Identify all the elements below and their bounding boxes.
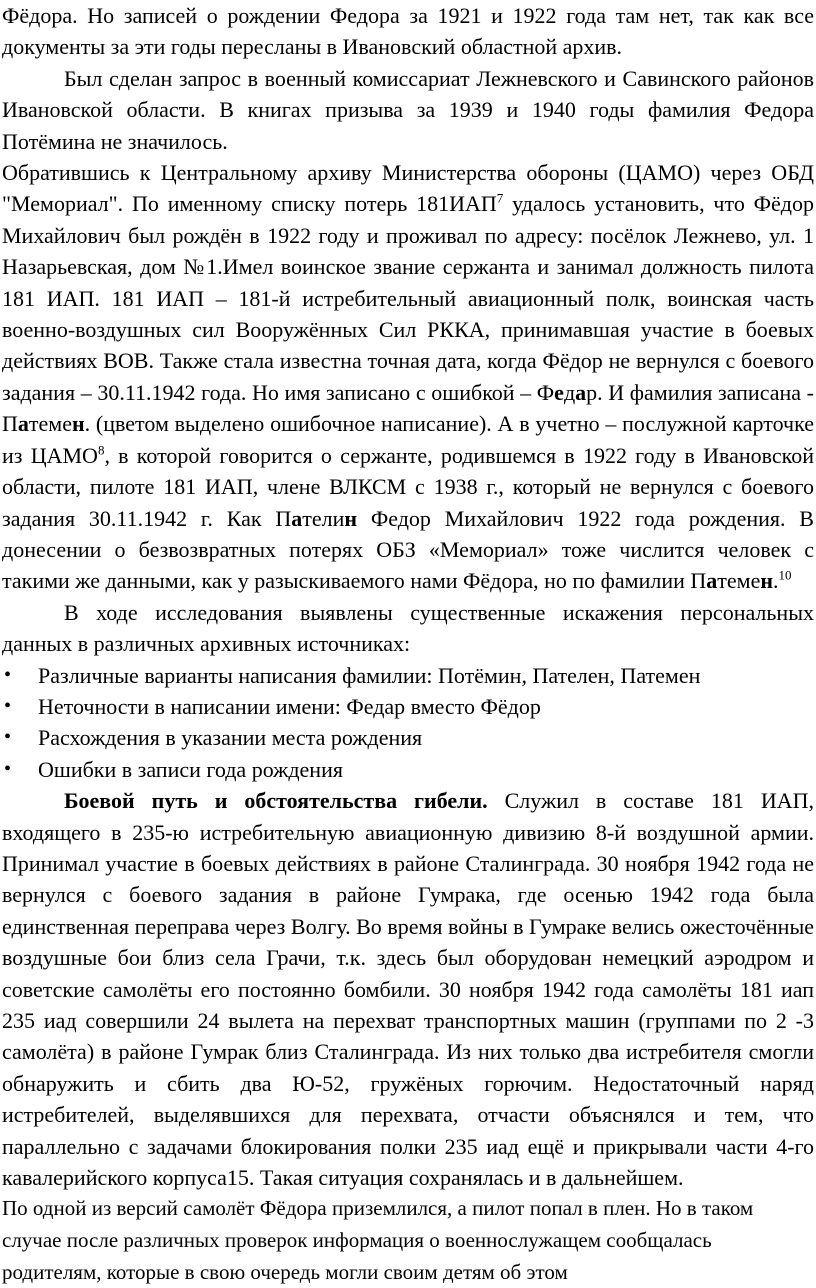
misspelled-name-fedar: Федар bbox=[536, 379, 598, 405]
footnote-ref-8: 8 bbox=[97, 442, 105, 458]
paragraph-tsamo-findings: Обратившись к Центральному архиву Министерства обороны (ЦАМО) через ОБД "Мемориал". По именному списку потерь 181ИАП$^7$ удалось установить, что Фёдор Михайлович был рождён в 1922 году и проживал по адресу: посёлок Лежнево, ул. 1 Назарьевская, дом №1.Имел воинское звание сержанта и занимал должность пилота 181 ИАП. 181 ИАП – 181-й истребительный авиационный полк, воинская часть военно-воздушных сил Вооружённых Сил РККА, принимавшая участие в боевых действиях ВОВ. Также стала известна точная дата, когда Фёдор не вернулся с боевого задания – 30.11.1942 года. Но имя записано с ошибкой – Федар. И фамилия записана - Патемен. (цветом выделено ошибочное написание). А в учетно – послужной карточке из ЦАМО$^8$, в которой говорится о сержанте, родившемся в 1922 году в Ивановской области, пилоте 181 ИАП, члене ВЛКСМ с 1938 г., который не вернулся с боевого задания 30.11.1942 г. Как Пателин Федор Михайлович 1922 года рождения. В донесении о безвозвратных потерях ОБЗ «Мемориал» тоже числится человек с такими же данными, как у разыскиваемого нами Фёдора, но по фамилии Патемен.$^{10}$ bbox=[2, 160, 815, 594]
list-item: • Ошибки в записи года рождения bbox=[2, 754, 814, 785]
paragraph-military-request: Был сделан запрос в военный комиссариат Лежневского и Савинского районов Ивановской области. В книгах призыва за 1939 и 1940 годы фамилия Федора Потёмина не значилось. bbox=[2, 65, 814, 154]
list-item: • Расхождения в указании места рождения bbox=[2, 722, 814, 753]
misspelled-surname-patemen-2: Патемен bbox=[690, 568, 774, 594]
list-item: • Различные варианты написания фамилии: Потёмин, Пателен, Патемен bbox=[2, 660, 814, 691]
paragraph-archive-note: Фёдора. Но записей о рождении Федора за 1921 и 1922 года там нет, так как все документы за эти годы пересланы в Ивановский областной архив. bbox=[2, 3, 814, 60]
paragraph-capture-version-wrap bbox=[2, 1193, 814, 1288]
distortions-list bbox=[2, 660, 814, 786]
list-item: • Неточности в написании имени: Федар вместо Фёдор bbox=[2, 691, 814, 722]
footnote-ref-10: 10 bbox=[778, 567, 792, 583]
footnote-ref-7: 7 bbox=[496, 191, 504, 207]
paragraph-combat-path: Боевой путь и обстоятельства гибели. Служил в составе 181 ИАП, входящего в 235-ю истребительную авиационную дивизию 8-й воздушной армии. Принимал участие в боевых действиях в районе Сталинграда. 30 ноября 1942 года не вернулся с боевого задания в районе Гумрака, где осенью 1942 года была единственная переправа через Волгу. Во время войны в Гумраке велись ожесточённые воздушные бои близ села Грачи, т.к. здесь был оборудован немецкий аэродром и советские самолёты его постоянно бомбили. 30 ноября 1942 года самолёты 181 иап 235 иад совершили 24 вылета на перехват транспортных машин (группами по 2 -3 самолёта) в районе Гумрак близ Сталинграда. Из них только два истребителя смогли обнаружить и сбить два Ю-52, гружёных горючим. Недостаточный наряд истребителей, выделявшихся для перехвата, отчасти объяснялся и тем, что параллельно с задачами блокирования полки 235 иад ещё и прикрывали части 4-го кавалерийского корпуса15. Такая ситуация сохранялась и в дальнейшем. bbox=[2, 788, 814, 1191]
paragraph-distortions-intro: В ходе исследования выявлены существенные искажения персональных данных в различных архивных источниках: bbox=[2, 599, 814, 657]
paragraph-capture-version: По одной из версий самолёт Фёдора приземлился, а пилот попал в плен. Но в таком случае после различных проверок информация о военнослужащем сообщалась родителям, которые в свою очередь могли своим детям об этом bbox=[2, 1196, 754, 1284]
misspelled-surname-patelin: Пателин bbox=[275, 505, 358, 531]
misspelled-surname-patemen: Патемен bbox=[2, 411, 85, 437]
section-heading: Боевой путь и обстоятельства гибели. bbox=[64, 788, 488, 814]
